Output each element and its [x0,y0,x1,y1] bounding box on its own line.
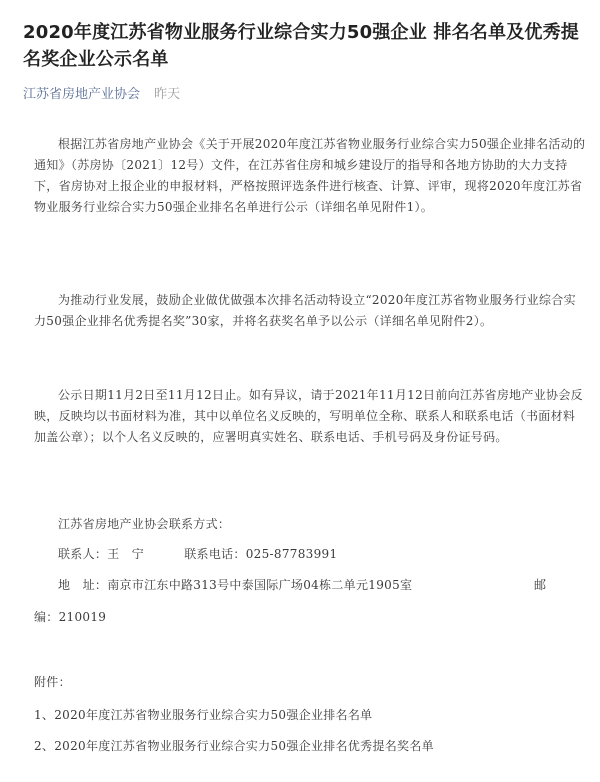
paragraph-2: 为推动行业发展，鼓励企业做优做强本次排名活动特设立“2020年度江苏省物业服务行业综合实力50强企业排名优秀提名奖”30家，并将名获奖名单予以公示（详细名单见附件2）。 [34,293,576,328]
contact-address: 南京市江东中路313号中泰国际广场04栋二单元1905室 [107,578,413,592]
postcode-label-part-2: 编： [34,610,59,624]
author-link[interactable]: 江苏省房地产业协会 [23,87,141,102]
contact-address-label: 地 址： [58,578,108,592]
article-title: 2020年度江苏省物业服务行业综合实力50强企业 排名名单及优秀提名奖企业公示名单 [23,22,580,70]
paragraph-1: 根据江苏省房地产业协会《关于开展2020年度江苏省物业服务行业综合实力50强企业排名活动的通知》（苏房协〔2021〕12号）文件，在江苏省住房和城乡建设厅的指导和各地方协助的大力支持下，省房协对上报企业的申报材料，严格按照评选条件进行核查、计算、评审，现将2020年度江苏省物业服务行业综合实力50强企业排名名单进行公示（详细名单见附件1）。 [34,137,586,214]
contact-postcode-line [34,608,106,626]
paragraph-3: 公示日期11月2日至11月12日止。如有异议，请于2021年11月12日前向江苏省房地产业协会反映，反映均以书面材料为准，其中以单位名义反映的，写明单位全称、联系人和联系电话（书面材料加盖公章）；以个人名义反映的，应署明真实姓名、联系电话、手机号码及身份证号码。 [34,388,583,444]
contact-person-label: 联系人： [58,547,108,561]
postcode-label-part-1: 邮 [534,578,547,592]
contact-phone-group [184,547,337,561]
attachments-title: 附件： [34,675,71,689]
article-meta [23,86,180,104]
publish-time: 昨天 [154,87,181,102]
contact-person-line [58,545,337,563]
contact-address-line [58,576,547,594]
contact-phone-label: 联系电话： [184,547,246,561]
postcode-value: 210019 [58,610,107,624]
contact-heading: 江苏省房地产业协会联系方式： [58,517,231,531]
contact-person-name: 王 宁 [107,547,145,561]
attachment-item: 2、2020年度江苏省物业服务行业综合实力50强企业排名优秀提名奖名单 [34,739,434,753]
contact-phone-number[interactable]: 025-87783991 [245,547,338,561]
attachment-item: 1、2020年度江苏省物业服务行业综合实力50强企业排名名单 [34,708,373,722]
